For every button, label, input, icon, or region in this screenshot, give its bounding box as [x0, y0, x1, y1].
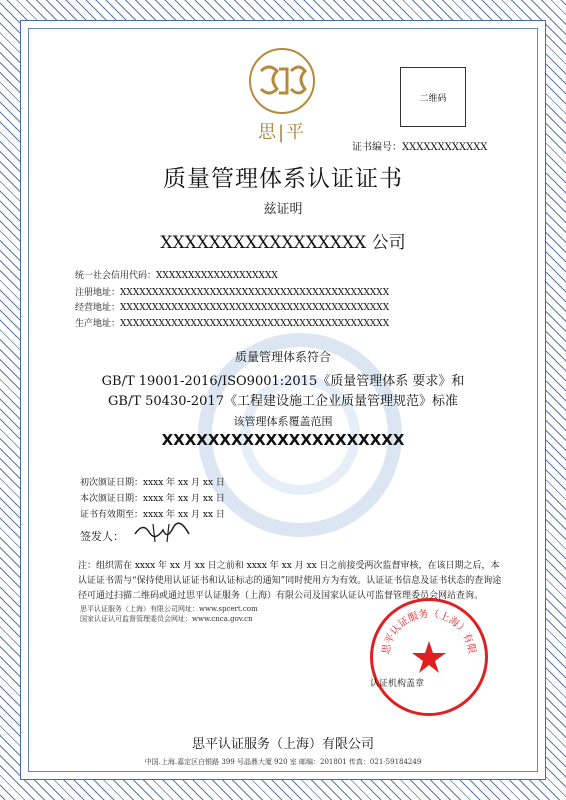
website-spcert: 思平认证服务（上海）有限公司网址：www.spcert.com [80, 605, 258, 613]
scope-value: XXXXXXXXXXXXXXXXXXXXX [161, 431, 405, 449]
info-label: 注册地址： [75, 288, 121, 298]
date-first-issue [80, 475, 225, 488]
date-label: 初次颁证日期： [80, 478, 144, 488]
certificate-subtitle: 兹证明 [263, 202, 303, 217]
logo-text: 思|平 [257, 122, 307, 143]
seal-label: 认证机构盖章 [370, 679, 425, 689]
conform-heading: 质量管理体系符合 [234, 350, 331, 364]
qr-code-placeholder [400, 67, 466, 127]
date-valid-until [80, 507, 225, 520]
info-row-business-address [75, 300, 389, 313]
date-value: xxxx 年 xx 月 xx 日 [143, 510, 225, 520]
info-label: 生产地址： [75, 319, 121, 329]
date-value: xxxx 年 xx 月 xx 日 [143, 478, 225, 488]
info-label: 统一社会信用代码： [75, 271, 157, 281]
date-label: 本次颁证日期： [80, 494, 144, 504]
qr-label: 二维码 [419, 93, 447, 104]
certificate-number: 证书编号：XXXXXXXXXXXX [352, 142, 488, 153]
date-current-issue [80, 491, 225, 504]
official-seal [370, 598, 488, 716]
signature-image [133, 520, 193, 544]
seal-text: 思平认证服务（上海）有限 [380, 608, 478, 656]
info-value: XXXXXXXXXXXXXXXXXXXXXXXXXXXXXXXXXXXXXXXXXX [120, 319, 390, 329]
footer-company: 思平认证服务（上海）有限公司 [191, 737, 374, 752]
website-cnca: 国家认证认可监督管理委员会网址：www.cnca.gov.cn [80, 615, 253, 623]
date-value: xxxx 年 xx 月 xx 日 [143, 494, 225, 504]
logo-mark-icon [249, 48, 315, 114]
svg-text:思平认证服务（上海）有限公司 [373, 601, 478, 655]
info-value: XXXXXXXXXXXXXXXXXXXXXXXXXXXXXXXXXXXXXXXXXX [120, 288, 390, 298]
company-name: XXXXXXXXXXXXXXXXX 公司 [160, 233, 406, 253]
standard-line-2: GB/T 50430-2017《工程建设施工企业质量管理规范》标准 [108, 394, 458, 409]
info-row-registered-address [75, 285, 389, 298]
info-label: 经营地址： [75, 303, 121, 313]
info-value: XXXXXXXXXXXXXXXXXXXXXXXXXXXXXXXXXXXXXXXXXX [120, 303, 390, 313]
signer-label: 签发人： [80, 530, 124, 543]
date-label: 证书有效期至： [80, 510, 144, 520]
info-value: XXXXXXXXXXXXXXXXXXX [156, 271, 278, 281]
seal-star-icon [373, 601, 485, 713]
info-row-production-address [75, 316, 389, 329]
certificate-title: 质量管理体系认证证书 [163, 166, 403, 192]
validity-note: 注：组织需在 xxxx 年 xx 月 xx 日之前和 xxxx 年 xx 月 xx 日之前接受两次监督审核，在该日期之后，本认证证书需与“保持使用认证证书和认证标志的通知”同时使用方为有效。认证证书信息及证书状态的查询途径可通过扫描二维码或通过思平认证服务（上海）有限公司及国家认证认可监督管理委员会网站查询。 [78, 561, 502, 601]
footer-address: 中国.上海.嘉定区白银路 399 号晶鼎大厦 920 室 邮编：201801 传真：021-59184249 [144, 758, 422, 766]
info-row-credit-code [75, 268, 278, 281]
scope-heading: 该管理体系覆盖范围 [233, 415, 333, 428]
standard-line-1: GB/T 19001-2016/ISO9001:2015《质量管理体系 要求》和 [101, 374, 465, 389]
